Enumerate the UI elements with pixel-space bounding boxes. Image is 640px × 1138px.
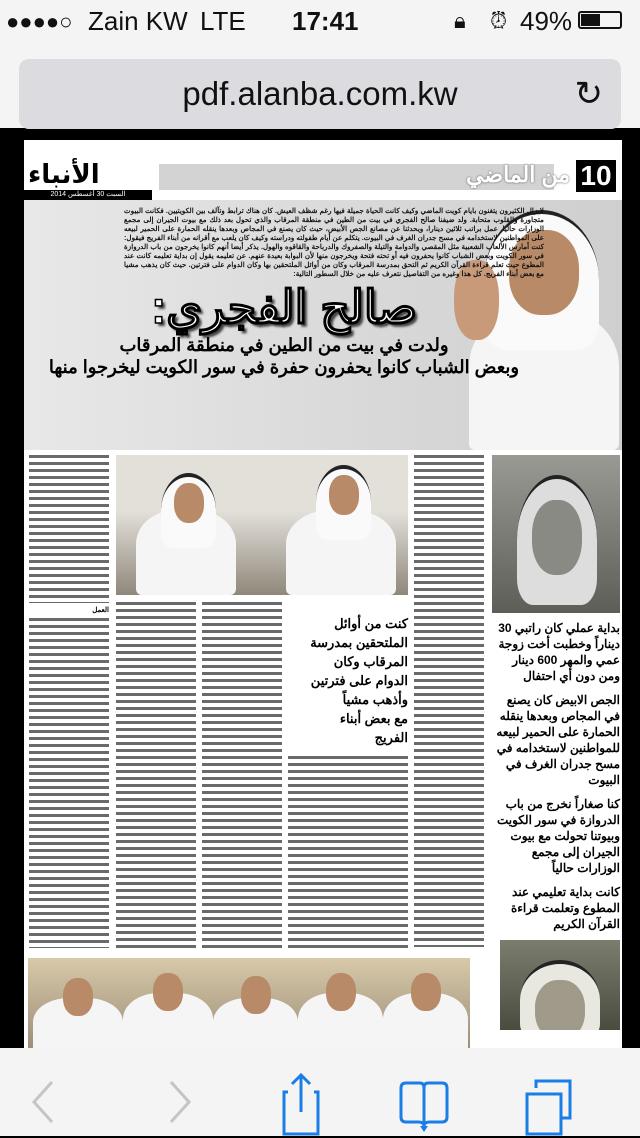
address-bar-area: [0, 40, 640, 128]
pull-quote: الجص الابيض كان يصنع في المجاص وبعدها ينقله الحمارة على الحمير لبيعه للمواطنين لاستخدامه في مسح جدران الغرف في البيوت: [496, 693, 620, 787]
pull-quote: كانت بداية تعليمي عند المطوع وتعلمت قراءة القرآن الكريم: [510, 885, 620, 931]
battery-percent: 49%: [520, 6, 573, 36]
status-bar: [0, 0, 640, 40]
inline-quote: كنت من أوائل الملتحقين بمدرسة المرقاب وكان الدوام على فترتين وأذهب مشياً مع بعض أبناء الفريج: [310, 616, 408, 745]
url-text: pdf.alanba.com.kw: [182, 75, 458, 112]
newspaper-logo: الأنباء: [28, 160, 100, 190]
pull-quotes-column: [492, 620, 620, 1050]
text-column: [202, 602, 282, 948]
pull-quote: بداية عملي كان راتبي 30 ديناراً وخطبت أخت زوجة عمي والمهر 600 دينار ومن دون أي احتفال: [498, 621, 620, 683]
interview-photo: [116, 455, 408, 595]
share-icon[interactable]: [280, 1072, 324, 1138]
subheadline-2: وبعض الشباب كانوا يحفرون حفرة في سور الكويت ليخرجوا منها: [48, 357, 520, 377]
hero-text: [24, 206, 544, 378]
page-number: 10: [576, 160, 616, 192]
issue-date: السبت 30 أغسطس 2014: [24, 190, 152, 200]
archive-photo: [492, 455, 620, 613]
battery-icon: [578, 11, 622, 29]
section-title: من الماضي: [466, 162, 570, 187]
young-portrait-photo: [500, 940, 620, 1030]
group-photo: [28, 958, 470, 1050]
forward-icon[interactable]: [165, 1078, 193, 1126]
subheadline-1: ولدت في بيت من الطين في منطقة المرقاب: [119, 335, 449, 355]
address-bar[interactable]: [19, 59, 621, 129]
carrier-name: Zain KW: [88, 6, 188, 36]
clock: 17:41: [292, 6, 359, 36]
text-column: [288, 756, 408, 948]
network-type: LTE: [200, 6, 246, 36]
text-column: [29, 618, 109, 948]
text-column: [414, 455, 484, 947]
intro-paragraph: لايزال الكثيرون يتغنون بايام كويت الماضي وكيف كانت الحياة جميلة فيها رغم شظف العيش. كان هناك ترابط وتآلف بين الكويتيين. فكانت البيوت متجاورة والقلوب متحابة. ولد ضيفنا صالح الفجري في بيت من الطين في منطقة المرقاب والذي تحول بعد ذلك مع بيوت الجيران إلى مجمع الوزارات حاليا. عمل براتب ثلاثين دينارا، ويحدثنا عن مصانع الجص الأبيض، حيث كان يصنع في المجاص وبعدها ينقله الحمارة على الحمير لبيعه على المواطنين لاستخدامه في مسح جدران الغرف في البيوت. يتكلم عن أيام طفولته ودراسته وكيف كان يلعب مع أقرانه من أبناء الفريج فيقول: كنت أمارس الألعاب الشعبية مثل المقصي والدوامة والتيلة والصفروك والدرباحة والقاقوه والهول. يذكر أيضا أنهم كانوا يخرجون من باب الدروازة في سور الكويت وبعض الشباب كانوا يحفرون فيه أو تحته فتحة ويخرجون منها لأن البوابة بعيدة عنهم. عن تعليمه يقول إن بداية تعليمه كانت عند المطوع حيث تعلم قراءة القرآن الكريم ثم التحق بمدرسة المرقاب وكان من أوائل الملتحقين بها وكان الدوام على فترتين. حيث كان يذهب مشيا مع بعض أبناء الفريج. كل هذا وغيره من التفاصيل نتعرف عليه من خلال السطور التالية:: [124, 206, 544, 278]
section-heading: العمل: [92, 607, 109, 614]
signal-strength-icon: ●●●●○: [6, 9, 73, 34]
headline: صالح الفجري:: [150, 281, 418, 333]
bookmarks-icon[interactable]: [398, 1080, 452, 1136]
text-column: [29, 455, 109, 603]
rotation-lock-icon: 🔒︎: [454, 8, 466, 33]
back-icon[interactable]: [30, 1078, 58, 1126]
reload-icon[interactable]: ↻: [574, 75, 603, 113]
newspaper-page: [24, 140, 622, 1050]
text-column: [116, 602, 196, 948]
alarm-icon: ⏰︎: [490, 8, 508, 33]
browser-toolbar: [0, 1048, 640, 1136]
tabs-icon[interactable]: [524, 1078, 574, 1136]
pull-quote: كنا صغاراً نخرج من باب الدروازة في سور الكويت وبيوتنا تحولت مع بيوت الجيران إلى مجمع الوزارات حالياً: [496, 797, 620, 875]
